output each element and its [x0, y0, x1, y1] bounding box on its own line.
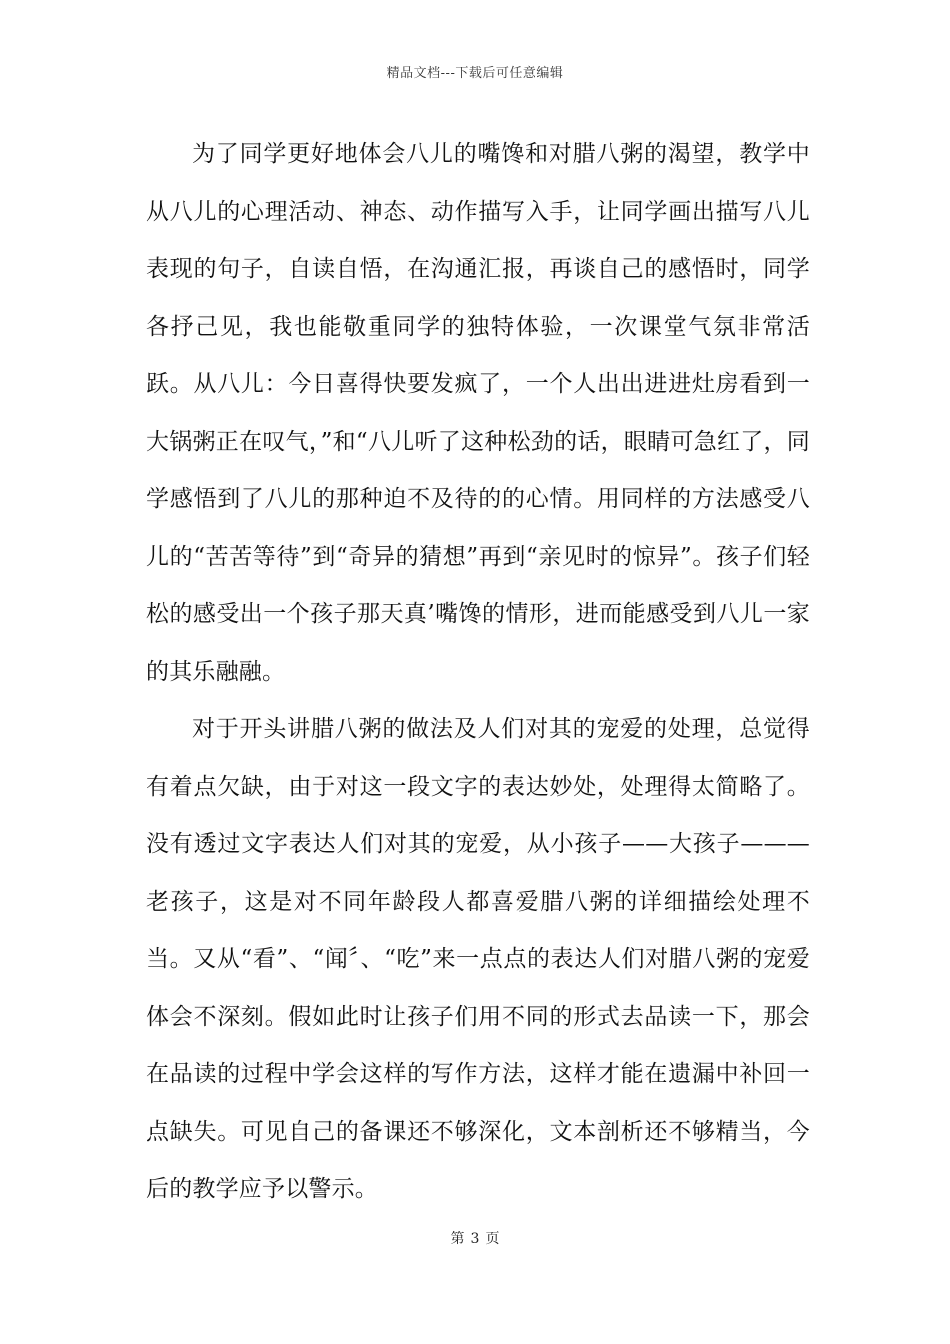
document-body: [146, 126, 810, 1219]
paragraph-2: 对于开头讲腊八粥的做法及人们对其的宠爱的处理，总觉得有着点欠缺，由于对这一段文字的表达妙处，处理得太简略了。没有透过文字表达人们对其的宠爱，从小孩子——大孩子———老孩子，这是对不同年龄段人都喜爱腊八粥的详细描绘处理不当。又从“看”、“闻〞、“吃”来一点点的表达人们对腊八粥的宠爱体会不深刻。假如此时让孩子们用不同的形式去品读一下，那会在品读的过程中学会这样的写作方法，这样才能在遗漏中补回一点缺失。可见自己的备课还不够深化，文本剖析还不够精当，今后的教学应予以警示。: [146, 716, 810, 1202]
header-text: 精品文档---下载后可任意编辑: [386, 66, 564, 81]
page-number: 3: [470, 1231, 480, 1247]
paragraph-1: 为了同学更好地体会八儿的嘴馋和对腊八粥的渴望，教学中从八儿的心理活动、神态、动作描写入手，让同学画出描写八儿表现的句子，自读自悟，在沟通汇报，再谈自己的感悟时，同学各抒己见，我也能敬重同学的独特体验，一次课堂气氛非常活跃。从八儿：今日喜得快要发疯了，一个人出出进进灶房看到一大锅粥正在叹气，”和“八儿听了这种松劲的话，眼睛可急红了，同学感悟到了八儿的那种迫不及待的的心情。用同样的方法感受八儿的“苦苦等待”到“奇异的猜想”再到“亲见时的惊异”。孩子们轻松的感受出一个孩子那天真’嘴馋的情形，进而能感受到八儿一家的其乐融融。: [146, 141, 810, 685]
page-number-prefix: 第: [450, 1231, 465, 1247]
page-footer: [0, 1228, 950, 1248]
page-number-suffix: 页: [485, 1231, 500, 1247]
page-header: [0, 62, 950, 81]
